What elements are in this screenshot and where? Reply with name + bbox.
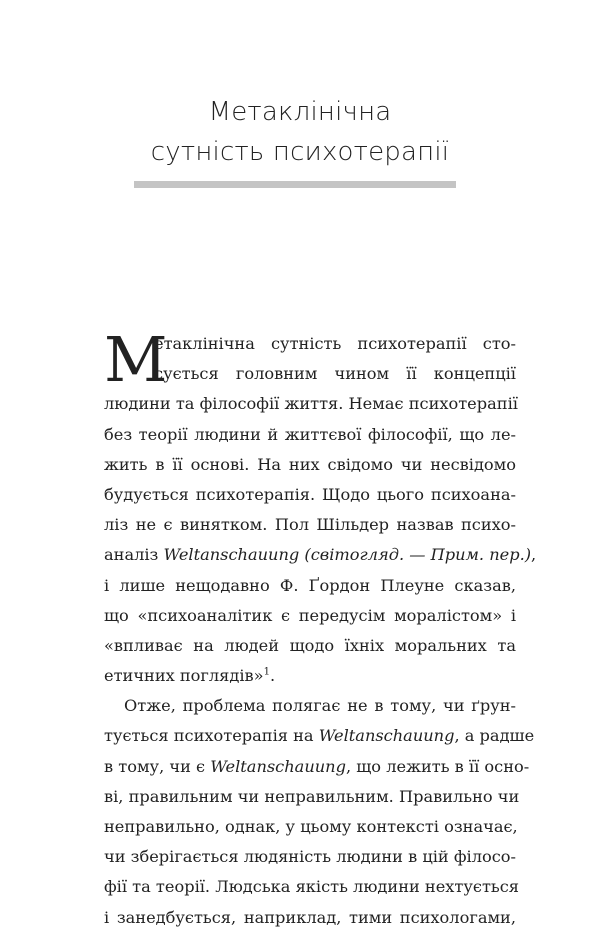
text-line <box>104 661 516 691</box>
chapter-title <box>0 92 600 172</box>
body-text <box>104 323 537 933</box>
text-line: фії та теорії. Людська якість людини нехтується <box>104 877 520 897</box>
text-line: чи зберігається людяність людини в цій філосо- <box>104 847 517 867</box>
text-fragment: в тому, чи є <box>104 756 211 776</box>
text-fragment: , <box>531 545 537 565</box>
text-fragment: , що лежить в її осно- <box>345 756 530 776</box>
text-line <box>104 540 537 570</box>
text-line: і лише нещодавно Ф. Ґордон Плеуне сказав, <box>104 575 516 595</box>
text-line: будується психотерапія. Щодо цього психоана- <box>104 484 516 504</box>
text-fragment: , а радше <box>454 726 535 746</box>
text-fragment: аналіз <box>104 545 164 565</box>
italic-phrase: Weltanschauung (світогляд. — Прим. пер.) <box>163 545 532 565</box>
text-line: сується головним чином її концепції <box>154 364 516 384</box>
text-line: і занедбується, наприклад, тими психологами, <box>104 907 516 927</box>
text-line: неправильно, однак, у цьому контексті означає, <box>104 817 518 836</box>
text-line: ві, правильним чи неправильним. Правильно чи <box>104 786 520 806</box>
text-line: без теорії людини й життєвої філософії, що ле- <box>104 424 516 444</box>
chapter-title-line-1: Метаклінічна <box>208 97 392 127</box>
text-line: що «психоаналітик є передусім моралістом» і <box>104 605 516 625</box>
text-line: ліз не є винятком. Пол Шільдер назвав психо- <box>104 515 516 535</box>
footnote-marker[interactable]: 1 <box>263 666 270 678</box>
paragraph-2 <box>104 691 535 933</box>
text-line: «впливає на людей щодо їхніх моральних та <box>104 635 516 655</box>
text-fragment: тується психотерапія на <box>104 726 319 746</box>
drop-cap: М <box>104 323 168 396</box>
text-line: Отже, проблема полягає не в тому, чи ґрун- <box>124 696 516 716</box>
text-line: етаклінічна сутність психотерапії сто- <box>154 334 516 353</box>
text-line: людини та філософії життя. Немає психотерапії <box>104 394 518 414</box>
title-divider <box>134 181 456 188</box>
text-line <box>104 721 535 751</box>
text-line: жить в її основі. На них свідомо чи несвідомо <box>104 454 516 474</box>
italic-word: Weltanschauung <box>318 726 455 746</box>
italic-word: Weltanschauung <box>210 756 346 776</box>
text-line <box>104 752 530 782</box>
text-fragment: . <box>269 666 276 686</box>
chapter-title-line-2: сутність психотерапії <box>150 137 450 167</box>
text-fragment: етичних поглядів» <box>104 666 264 686</box>
